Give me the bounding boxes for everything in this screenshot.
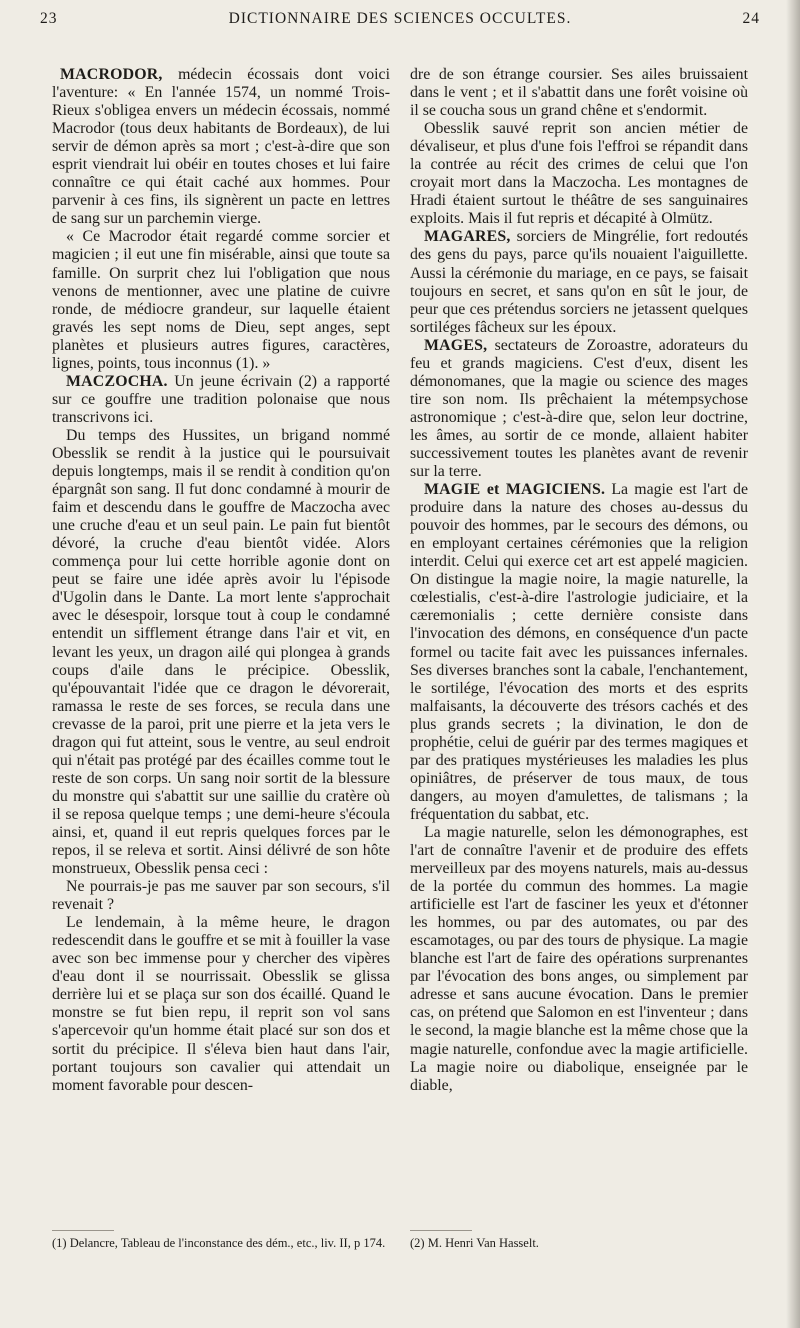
- paragraph: Le lendemain, à la même heure, le dragon redescendit dans le gouffre et se mit à fouiller la vase avec son bec immense pour y chercher des vipères d'eau dont il se nourrissait. Obesslik se glissa derrière lui et se plaça sur son dos écaillé. Quand le monstre se fut bien repu, il reprit son vol sans s'apercevoir qu'un homme était placé sur son dos et sortit du précipice. Il s'éleva bien haut dans l'air, portant toujours son cavalier qui attendait un moment favorable pour descen-: [52, 914, 390, 1094]
- paragraph: dre de son étrange coursier. Ses ailes bruissaient dans le vent ; et il s'abattit dans une forêt voisine où il se coucha sous un grand chêne et s'endormit.: [410, 66, 748, 120]
- page-number-left: 23: [40, 10, 58, 27]
- left-column: [52, 66, 390, 1095]
- paragraph: Du temps des Hussites, un brigand nommé Obesslik se rendit à la justice qui le poursuivait depuis longtemps, mais il se rendit à condition qu'on épargnât son sang. Il fut donc condamné à mourir de faim et descendu dans le gouffre de Maczocha avec une cruche d'eau et un seul pain. Le pain fut bientôt dévoré, la cruche d'eau bientôt vidée. Alors commença pour lui cette horrible agonie dont on peut se faire une idée après avoir lu l'épisode d'Ugolin dans le Dante. La mort lente s'approchait avec le désespoir, lorsque tout à coup le condamné entendit un sifflement étrange dans l'air et vit, en levant les yeux, un dragon ailé qui plongea à grands coups d'aile dans le précipice. Obesslik, qu'épouvantait l'idée que ce dragon le dévorerait, ramassa le reste de ses forces, se recula dans une crevasse de la paroi, prit une pierre et la jeta vers le dragon qui fut atteint, sous le ventre, au seul endroit qui n'était pas protégé par des écailles comme tout le reste de son corps. Un sang noir sortit de la blessure du monstre qui s'abattit sur une saillie du cratère où il se reposa quelque temps ; une demi-heure s'écoula ainsi, et, quand il eut repris quelques forces par le repos, il se releva et sortit. Ainsi délivré de son hôte monstrueux, Obesslik pensa ceci :: [52, 426, 390, 878]
- footnote-right: (2) M. Henri Van Hasselt.: [410, 1236, 539, 1250]
- entry-maczocha: [52, 373, 390, 427]
- footnote-rule-left: [52, 1230, 114, 1231]
- page-number-right: 24: [742, 10, 760, 27]
- paragraph: Obesslik sauvé reprit son ancien métier de dévaliseur, et plus d'une fois l'effroi se répandit dans la contrée au récit des crimes de celui que l'on croyait mort dans la Maczocha. Les montagnes de Hradi étaient surtout le théâtre de ses sanguinaires exploits. Mais il fut repris et décapité à Olmütz.: [410, 120, 748, 228]
- running-header: [40, 10, 760, 34]
- entry-magie: [410, 481, 748, 824]
- headword-maczocha: MACZOCHA.: [66, 372, 168, 390]
- headword-macrodor: MACRODOR,: [60, 66, 163, 83]
- running-title: DICTIONNAIRE DES SCIENCES OCCULTES.: [228, 10, 572, 27]
- entry-text: sorciers de Mingrélie, fort redoutés des gens du pays, parce qu'ils nouaient l'aiguillette. Aussi la cérémonie du mariage, en ce pays, se faisait toujours en secret, et sans qu'on en sût le jour, de peur que ces prétendus sorciers ne jetassent quelques sortiléges fâcheux sur les époux.: [410, 228, 748, 336]
- footnote-left: (1) Delancre, Tableau de l'inconstance des dém., etc., liv. II, p 174.: [52, 1236, 386, 1250]
- headword-magie: MAGIE et MAGICIENS.: [424, 481, 606, 499]
- page-edge-shadow: [786, 0, 800, 1328]
- headword-magares: MAGARES,: [424, 228, 511, 246]
- footnote-rule-right: [410, 1230, 472, 1231]
- entry-mages: [410, 337, 748, 481]
- entry-text: La magie est l'art de produire dans la nature des choses au-dessus du pouvoir des hommes, par le secours des démons, ou en employant certaines cérémonies que la religion interdit. Celui qui exerce cet art est appelé magicien. On distingue la magie noire, la magie naturelle, la cœlestialis, c'est-à-dire l'astrologie judiciaire, et la cæremonialis ; cette dernière consiste dans l'invocation des démons, en conséquence d'un pacte formel ou tacite fait avec les puissances infernales. Ses diverses branches sont la cabale, l'enchantement, le sortilége, l'évocation des morts et des esprits malfaisants, la découverte des trésors cachés et des plus grands secrets ; la divination, le don de prophétie, celui de guérir par des termes magiques et par des pratiques mystérieuses les maladies les plus opiniâtres, de préserver de tous maux, de tous dangers, au moyen d'amulettes, de talismans ; la fréquentation du sabbat, etc.: [410, 481, 748, 823]
- entry-text: médecin écossais dont voici l'aventure: « En l'année 1574, un nommé Trois-Rieux s'obligea envers un médecin écossais, nommé Macrodor (tous deux habitants de Bordeaux), de lui servir de démon après sa mort ; c'est-à-dire que son esprit viendrait lui obéir en toutes choses et lui faire connaître ce qui était caché aux hommes. Pour parvenir à ces fins, ils signèrent un pacte en lettres de sang sur un parchemin vierge.: [52, 66, 390, 228]
- paragraph: La magie naturelle, selon les démonographes, est l'art de connaître l'avenir et de produire des effets merveilleux par des moyens naturels, mais au-dessus de la portée du commun des hommes. La magie artificielle est l'art de fasciner les yeux et d'étonner les hommes, ou par des automates, ou par des escamotages, ou par des tours de physique. La magie blanche est l'art de faire des opérations surprenantes par l'évocation des bons anges, ou simplement par adresse et sans aucune évocation. Dans le premier cas, on prétend que Salomon en est l'inventeur ; dans le second, la magie blanche est la même chose que la magie naturelle, confondue avec la magie artificielle. La magie noire ou diabolique, enseignée par le diable,: [410, 823, 748, 1094]
- entry-text: sectateurs de Zoroastre, adorateurs du feu et grands magiciens. C'est d'eux, disent les démonomanes, que la magie ou science des mages tire son nom. Ils prêchaient la métempsychose astronomique ; c'est-à-dire que, selon leur doctrine, les âmes, au sortir de ce monde, allaient habiter successivement toutes les planètes avant de revenir sur la terre.: [410, 336, 748, 481]
- entry-text: Un jeune écrivain (2) a rapporté sur ce gouffre une tradition polonaise que nous transcrivons ici.: [52, 372, 390, 426]
- headword-mages: MAGES,: [424, 336, 488, 354]
- right-column: [410, 66, 748, 1095]
- paragraph: Ne pourrais-je pas me sauver par son secours, s'il revenait ?: [52, 878, 390, 914]
- entry-macrodor: [52, 66, 390, 228]
- entry-magares: [410, 228, 748, 336]
- paragraph: « Ce Macrodor était regardé comme sorcier et magicien ; il eut une fin misérable, ainsi que toute sa famille. On surprit chez lui l'obligation que nous venons de mentionner, avec une platine de cuivre ronde, de médiocre grandeur, sur laquelle étaient gravés les sept noms de Dieu, sept anges, sept planètes et plusieurs autres figures, caractères, lignes, points, tous inconnus (1). »: [52, 228, 390, 372]
